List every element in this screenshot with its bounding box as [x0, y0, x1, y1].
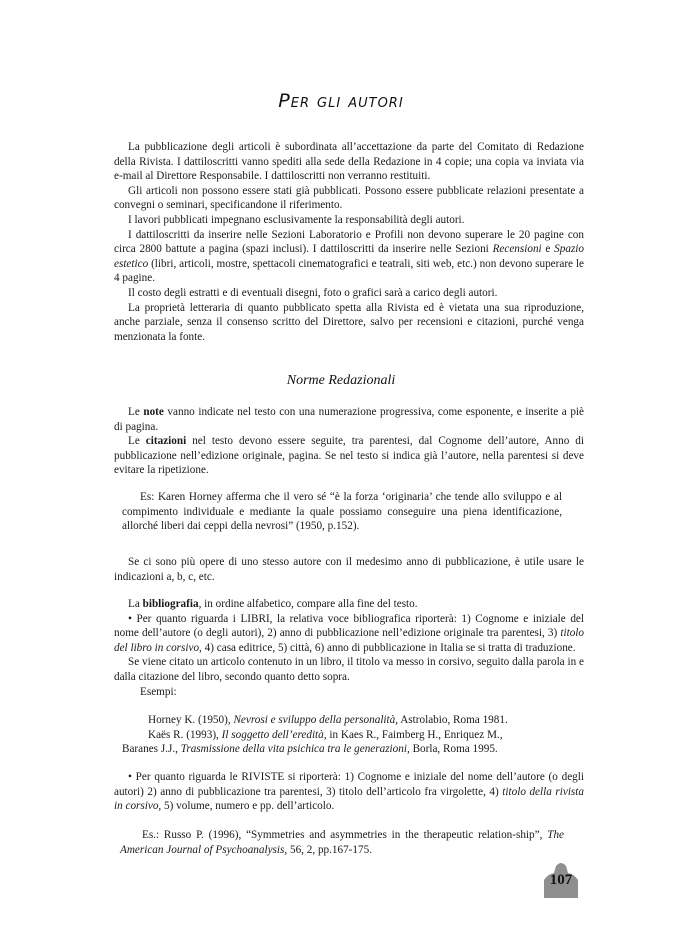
reference-item: Kaës R. (1993), Il soggetto dell’eredità, in Kaes R., Faimberg H., Enriquez M.,: [148, 728, 503, 741]
paragraph: Le note vanno indicate nel testo con una numerazione progressiva, come esponente, e inserite a piè di pagina.: [114, 406, 584, 433]
intro-section: [114, 140, 584, 344]
reference-item: Baranes J.J., Trasmissione della vita psichica tra le generazioni, Borla, Roma 1995.: [122, 743, 498, 756]
paragraph: La proprietà letteraria di quanto pubblicato spetta alla Rivista ed è vietata una sua riproduzione, anche parziale, senza il consenso scritto del Direttore, salvo per recensioni e citazioni, purché venga menzionata la fonte.: [114, 301, 584, 343]
paragraph: Le citazioni nel testo devono essere seguite, tra parentesi, dal Cognome dell’autore, Anno di pubblicazione nell’edizione originale, pagina. Se nel testo si indica già l’autore, nella parentesi si deve evitare la ripetizione.: [114, 435, 584, 477]
paragraph: • Per quanto riguarda i LIBRI, la relativa voce bibliografica riporterà: 1) Cognome e iniziale del nome dell’autore (o degli autori), 2) anno di pubblicazione nell’edizione originale tra parentesi, 3) titolo del libro in corsivo, 4) casa editrice, 5) città, 6) anno di pubblicazione in Italia se si tratta di traduzione.: [114, 612, 584, 654]
paragraph: I dattiloscritti da inserire nelle Sezioni Laboratorio e Profili non devono superare le 20 pagine con circa 2800 battute a pagina (spazi inclusi). I dattiloscritti da inserire nelle Sezioni Recensioni e Spazio estetico (libri, articoli, mostre, spettacoli cinematografici e teatrali, siti web, etc.) non devono superare le 4 pagine.: [114, 228, 584, 285]
paragraph: La bibliografia, in ordine alfabetico, compare alla fine del testo.: [128, 598, 418, 610]
paragraph: Il costo degli estratti e di eventuali disegni, foto o grafici sarà a carico degli autori.: [128, 286, 498, 299]
section-heading: Norme Redazionali: [286, 373, 396, 388]
paragraph: • Per quanto riguarda le RIVISTE si riporterà: 1) Cognome e iniziale del nome dell’autore (o degli autori) 2) anno di pubblicazione tra parentesi, 3) titolo dell’articolo fra virgolette, 4) titolo della rivista in corsivo, 5) volume, numero e pp. dell’articolo.: [114, 771, 584, 813]
multi-works-note: Se ci sono più opere di uno stesso autore con il medesimo anno di pubblicazione, è utile usare le indicazioni a, b, c, etc.: [114, 556, 584, 583]
paragraph: Esempi:: [140, 685, 177, 698]
page-number-badge: [538, 858, 584, 898]
riviste-section: [114, 770, 584, 814]
citation-example: Es: Karen Horney afferma che il vero sé “è la forza ‘originaria’ che tende allo sviluppo e al compimento individuale e mediante la quale possiamo conseguire una piena identificazione, allorché liberi dai ceppi della nevrosi” (1950, p.152).: [122, 491, 562, 533]
page-number: 107: [549, 872, 573, 888]
paragraph: La pubblicazione degli articoli è subordinata all’accettazione da parte del Comitato di Redazione della Rivista. I dattiloscritti vanno spediti alla sede della Redazione in 4 copie; una copia va inviata via e-mail al Direttore Responsabile. I dattiloscritti non verranno restituiti.: [114, 141, 584, 183]
paragraph: Se viene citato un articolo contenuto in un libro, il titolo va messo in corsivo, seguito dalla parola in e dalla citazione del libro, secondo quanto detto sopra.: [114, 656, 584, 683]
reference-list: [122, 713, 508, 757]
bibliography-section: [114, 597, 584, 699]
reference-item: Horney K. (1950), Nevrosi e sviluppo della personalità, Astrolabio, Roma 1981.: [148, 714, 508, 726]
paragraph: I lavori pubblicati impegnano esclusivamente la responsabilità degli autori.: [128, 213, 465, 226]
paragraph: Gli articoli non possono essere stati già pubblicati. Possono essere pubblicate relazioni presentate a convegni o seminari, specificandone il riferimento.: [114, 184, 584, 212]
page-title: Per gli autori: [278, 90, 404, 112]
norme-section: [114, 405, 584, 478]
journal-example: Es.: Russo P. (1996), “Symmetries and asymmetries in the therapeutic relation-ship”, The American Journal of Psychoanalysis, 56, 2, pp.167-175.: [120, 829, 564, 856]
